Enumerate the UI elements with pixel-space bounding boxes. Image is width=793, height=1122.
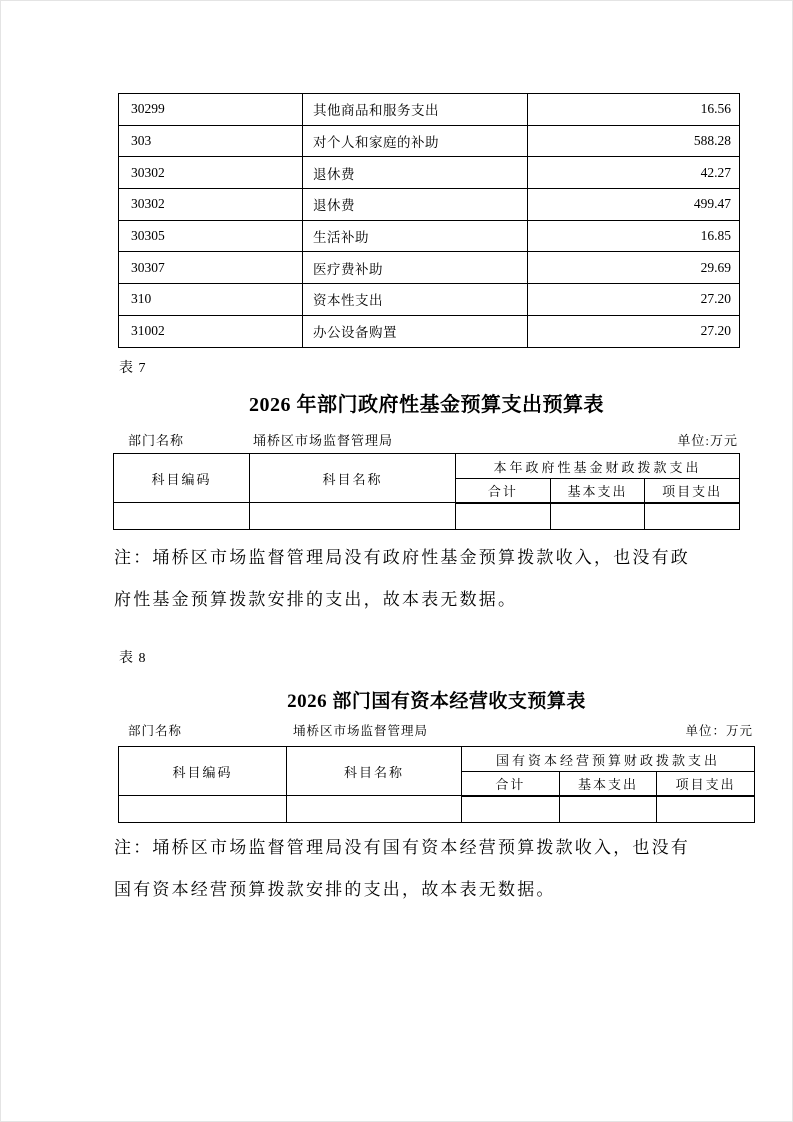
expense-row bbox=[119, 157, 740, 189]
expense-row bbox=[119, 94, 740, 126]
expense-detail-table bbox=[118, 93, 740, 348]
expense-name-cell: 退休费 bbox=[303, 189, 528, 221]
table8-unit-label: 单位：万元 bbox=[685, 724, 753, 738]
expense-row bbox=[119, 315, 740, 347]
table7-note bbox=[114, 546, 754, 630]
expense-name-cell: 其他商品和服务支出 bbox=[303, 94, 528, 126]
table7-col-code-header: 科目编码 bbox=[114, 454, 250, 503]
table7-col-name-header: 科目名称 bbox=[250, 454, 456, 503]
expense-amount-cell: 29.69 bbox=[528, 252, 740, 284]
expense-code-cell: 303 bbox=[119, 125, 303, 157]
table8-empty-cell bbox=[287, 796, 462, 823]
table8-total-header: 合计 bbox=[462, 772, 560, 796]
table8-note-line1: 注：埇桥区市场监督管理局没有国有资本经营预算拨款收入，也没有 bbox=[114, 838, 690, 857]
expense-code-cell: 31002 bbox=[119, 315, 303, 347]
table7-basic-header: 基本支出 bbox=[550, 479, 645, 503]
expense-row bbox=[119, 252, 740, 284]
table8-group-header: 国有资本经营预算财政拨款支出 bbox=[462, 747, 755, 772]
expense-amount-cell: 27.20 bbox=[528, 315, 740, 347]
expense-amount-cell: 42.27 bbox=[528, 157, 740, 189]
expense-name-cell: 医疗费补助 bbox=[303, 252, 528, 284]
table7-empty-row bbox=[114, 503, 740, 530]
table7-total-header: 合计 bbox=[456, 479, 551, 503]
expense-code-cell: 30302 bbox=[119, 157, 303, 189]
expense-code-cell: 310 bbox=[119, 284, 303, 316]
table8-dept-label: 部门名称 bbox=[128, 724, 183, 738]
expense-amount-cell: 16.56 bbox=[528, 94, 740, 126]
expense-row bbox=[119, 189, 740, 221]
expense-row bbox=[119, 284, 740, 316]
table8-note bbox=[114, 836, 754, 920]
gov-fund-budget-table bbox=[113, 453, 740, 530]
table8-col-name-header: 科目名称 bbox=[287, 747, 462, 796]
table7-empty-cell bbox=[645, 503, 740, 530]
expense-name-cell: 办公设备购置 bbox=[303, 315, 528, 347]
expense-name-cell: 资本性支出 bbox=[303, 284, 528, 316]
table8-empty-cell bbox=[657, 796, 755, 823]
table8-title: 2026 部门国有资本经营收支预算表 bbox=[287, 691, 586, 712]
table8-note-line2: 国有资本经营预算拨款安排的支出，故本表无数据。 bbox=[114, 880, 556, 899]
table8-col-code-header: 科目编码 bbox=[119, 747, 287, 796]
expense-code-cell: 30299 bbox=[119, 94, 303, 126]
table8-empty-cell bbox=[462, 796, 560, 823]
table8-project-header: 项目支出 bbox=[657, 772, 755, 796]
table7-label: 表 7 bbox=[119, 361, 147, 376]
expense-table-body bbox=[119, 94, 740, 348]
expense-code-cell: 30305 bbox=[119, 220, 303, 252]
expense-amount-cell: 16.85 bbox=[528, 220, 740, 252]
table8-empty-cell bbox=[559, 796, 657, 823]
expense-amount-cell: 27.20 bbox=[528, 284, 740, 316]
expense-code-cell: 30302 bbox=[119, 189, 303, 221]
expense-name-cell: 退休费 bbox=[303, 157, 528, 189]
table7-empty-cell bbox=[550, 503, 645, 530]
table7-empty-cell bbox=[250, 503, 456, 530]
table7-empty-cell bbox=[456, 503, 551, 530]
table7-header-row1 bbox=[114, 454, 740, 479]
expense-name-cell: 生活补助 bbox=[303, 220, 528, 252]
table7-project-header: 项目支出 bbox=[645, 479, 740, 503]
expense-name-cell: 对个人和家庭的补助 bbox=[303, 125, 528, 157]
table7-dept-row bbox=[113, 430, 740, 448]
table7-empty-cell bbox=[114, 503, 250, 530]
expense-amount-cell: 588.28 bbox=[528, 125, 740, 157]
expense-amount-cell: 499.47 bbox=[528, 189, 740, 221]
table8-empty-row bbox=[119, 796, 755, 823]
table7-title: 2026 年部门政府性基金预算支出预算表 bbox=[249, 394, 604, 416]
table7-note-line2: 府性基金预算拨款安排的支出，故本表无数据。 bbox=[114, 590, 518, 609]
table7-group-header: 本年政府性基金财政拨款支出 bbox=[456, 454, 740, 479]
table8-header-row1 bbox=[119, 747, 755, 772]
table8-basic-header: 基本支出 bbox=[559, 772, 657, 796]
table7-note-line1: 注：埇桥区市场监督管理局没有政府性基金预算拨款收入，也没有政 bbox=[114, 548, 690, 567]
expense-code-cell: 30307 bbox=[119, 252, 303, 284]
table8-empty-cell bbox=[119, 796, 287, 823]
table7-unit-label: 单位:万元 bbox=[677, 433, 738, 448]
expense-row bbox=[119, 125, 740, 157]
table8-dept-name: 埇桥区市场监督管理局 bbox=[293, 724, 429, 738]
expense-row bbox=[119, 220, 740, 252]
table8-label: 表 8 bbox=[119, 651, 147, 666]
table8-dept-row bbox=[118, 721, 755, 739]
table7-dept-label: 部门名称 bbox=[128, 433, 185, 448]
state-capital-budget-table bbox=[118, 746, 755, 823]
table7-dept-name: 埇桥区市场监督管理局 bbox=[253, 433, 394, 448]
